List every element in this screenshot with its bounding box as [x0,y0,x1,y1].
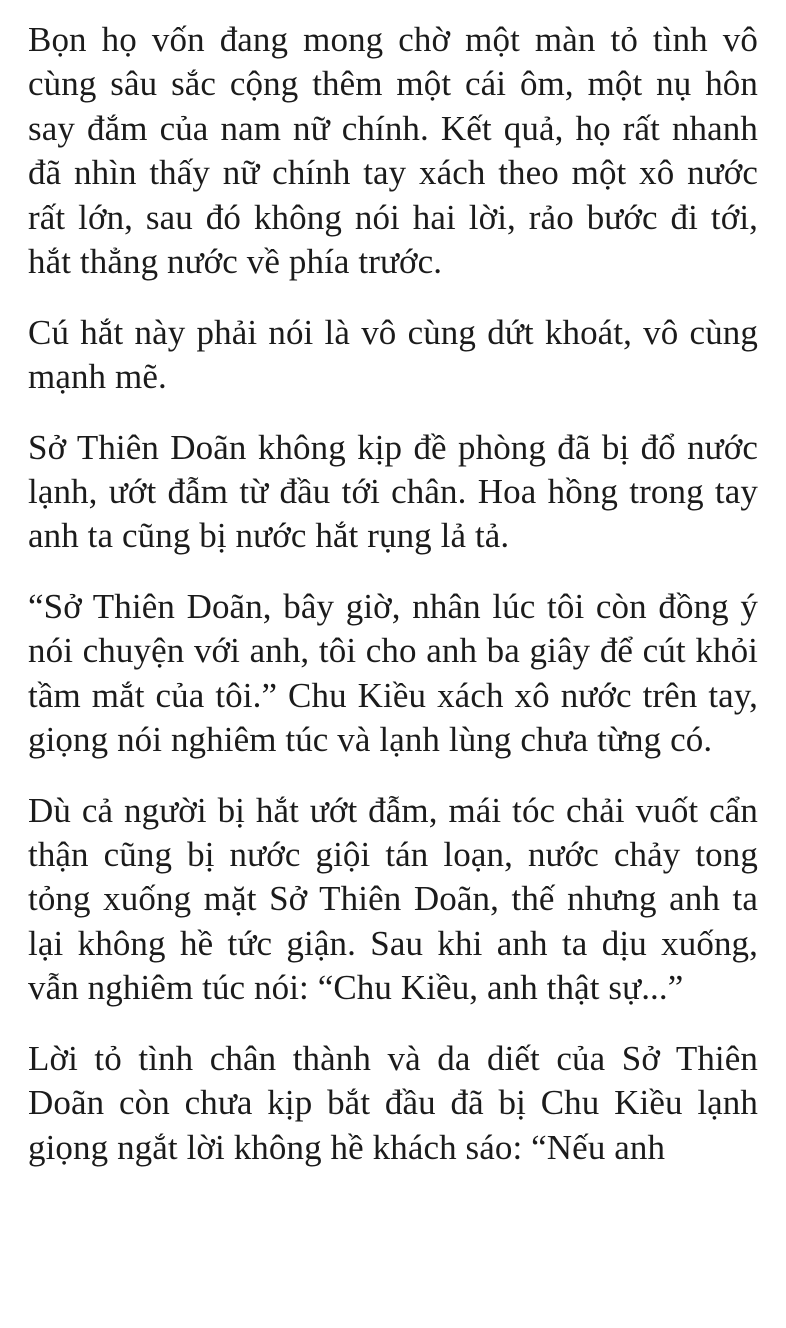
paragraph: Lời tỏ tình chân thành và da diết của Sở Thiên Doãn còn chưa kịp bắt đầu đã bị Chu Kiều lạnh giọng ngắt lời không hề khách sáo: “Nếu anh [28,1038,758,1167]
paragraph: Dù cả người bị hắt ướt đẫm, mái tóc chải vuốt cẩn thận cũng bị nước giội tán loạn, nước chảy tong tỏng xuống mặt Sở Thiên Doãn, thế nhưng anh ta lại không hề tức giận. Sau khi anh ta dịu xuống, vẫn nghiêm túc nói: “Chu Kiều, anh thật sự...” [28,790,758,1008]
paragraph: Bọn họ vốn đang mong chờ một màn tỏ tình vô cùng sâu sắc cộng thêm một cái ôm, một nụ hôn say đắm của nam nữ chính. Kết quả, họ rất nhanh đã nhìn thấy nữ chính tay xách theo một xô nước rất lớn, sau đó không nói hai lời, rảo bước đi tới, hắt thẳng nước về phía trước. [28,20,758,282]
paragraph: Sở Thiên Doãn không kịp đề phòng đã bị đổ nước lạnh, ướt đẫm từ đầu tới chân. Hoa hồng trong tay anh ta cũng bị nước hắt rụng lả tả. [28,427,758,556]
paragraph: “Sở Thiên Doãn, bây giờ, nhân lúc tôi còn đồng ý nói chuyện với anh, tôi cho anh ba giây để cút khỏi tầm mắt của tôi.” Chu Kiều xách xô nước trên tay, giọng nói nghiêm túc và lạnh lùng chưa từng có. [28,586,758,760]
paragraph: Cú hắt này phải nói là vô cùng dứt khoát, vô cùng mạnh mẽ. [28,312,758,397]
